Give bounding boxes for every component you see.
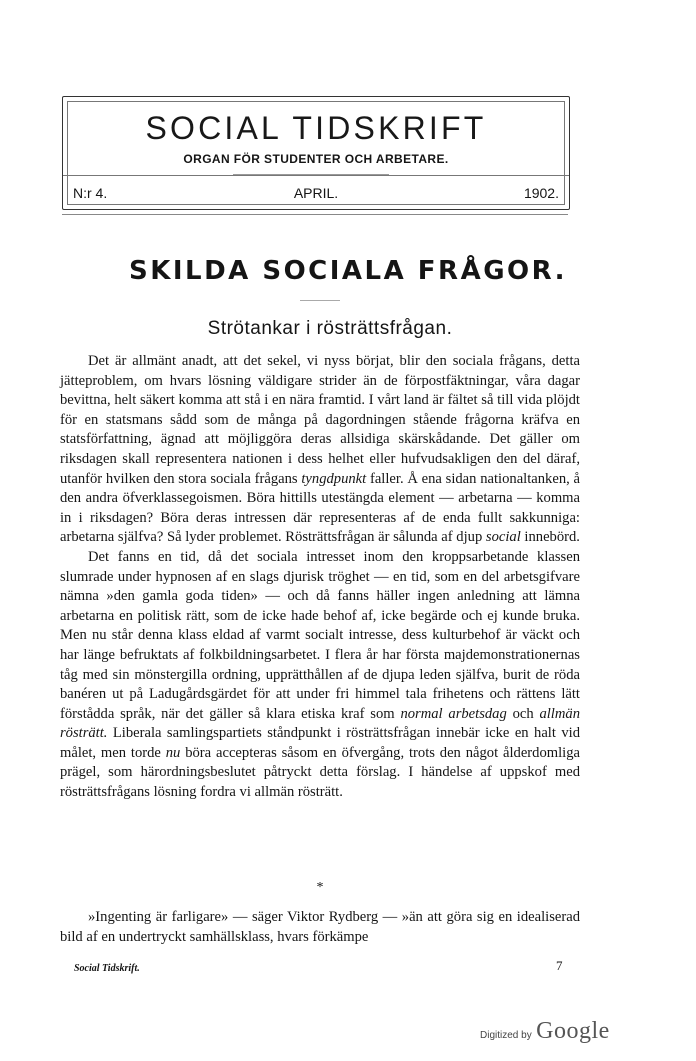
quote-paragraph: »Ingenting är farligare» — säger Viktor Rydberg — »än att göra sig en idealiserad bild af en undertryckt samhällsklass, hvars förkämpe (60, 909, 580, 945)
paragraph-1 (60, 352, 580, 548)
paragraph-1-text-b: faller. Å ena sidan nationaltanken, å den andra öfverklassegoismen. Böra hittills utestängda element — arbetarna — komma in i riksdagen? Böra deras intressen där representeras af de enda fullt sakkunniga: arbetarna själfva? Så lyder problemet. Rösträttsfrågan är sålunda af djup (60, 470, 580, 546)
quote-body (60, 908, 580, 947)
issue-number: N:r 4. (73, 185, 108, 201)
journal-title: SOCIAL TIDSKRIFT (145, 110, 487, 146)
emphasis-normal-arbetsdag: normal arbetsdag (400, 705, 507, 722)
emphasis-tyngdpunkt: tyngdpunkt (301, 470, 367, 487)
emphasis-allman-rostratt: allmän rösträtt. (60, 705, 580, 742)
paragraph-2-text-c: Liberala samlingspartiets ståndpunkt i rösträttsfrågan innebär icke en halt vid målet, men torde (60, 725, 580, 761)
article-title: Strötankar i rösträttsfrågan. (207, 318, 453, 339)
section-separator: * (316, 880, 324, 895)
masthead-bottom-rule (62, 214, 568, 215)
paragraph-2-text-a: Det fanns en tid, då det sociala intresset inom den kroppsarbetande klassen slumrade under hypnosen af en slags djurisk tröghet — en tid, som en del arbetsgifvare nämna »den gamla goda tiden» — och då fanns häller ingen anledning att lämna arbetarna en politisk rätt, som de icke hade behof af, icke begärde och ej kunde bruka. Men nu står denna klass eldad af varmt socialt intresse, dess kulturbehof är väckt och har länge befruktats af folkbildningsarbetet. I flera år har första majdemonstrationernas tåg med sin mönstergilla ordning, upprätthållen af de djupa leden själfva, burit de röda banéren ut på Ladugårdsgärdet för att under fri himmel tala frihetens och rättens lätt förstådda språk, när det gäller så klara etiska kraf som (60, 548, 580, 722)
paragraph-1-text-a: Det är allmänt anadt, att det sekel, vi nyss börjat, blir den sociala frågans, detta jätteproblem, om hvars lösning väldigare strider än de förpostfäktningar, våra dagar bevittna, helt säkert komma att stå i en nära framtid. I vårt land är fältet så till vida plöjdt för en statsmans sådd som de många på dagordningen stående frågorna kräfva en statsförfattning, ägnad att möjliggöra deras allsidiga skärskådande. Det gäller om riksdagen skall representera nationen i dess helhet eller hufvudsakligen den del däraf, utanför hvilken den stora sociala frågans (60, 353, 580, 487)
footer-journal-name: Social Tidskrift. (74, 963, 140, 974)
digitized-prefix: Digitized by (480, 1030, 532, 1041)
section-title: SKILDA SOCIALA FRÅGOR. (128, 256, 568, 286)
emphasis-social: social (485, 529, 521, 546)
masthead-box (62, 96, 570, 210)
digitized-brand: Google (536, 1018, 610, 1044)
paragraph-1-text-c: innebörd. (520, 529, 580, 546)
article-body (60, 352, 580, 803)
digitized-watermark (480, 1018, 610, 1045)
title-divider (300, 300, 340, 301)
page-number: 7 (556, 958, 563, 973)
issue-month: APRIL. (293, 185, 339, 201)
emphasis-nu: nu (165, 744, 181, 761)
masthead-divider (63, 175, 569, 176)
paragraph-2-text-d: böra accepteras såsom en öfvergång, trots den något ålderdomliga prägel, som härordningsbeslutet påtryckt detta förslag. I händelse af uppskof med rösträttsfrågans lösning fordra vi allmän rösträtt. (60, 744, 580, 801)
issue-year: 1902. (523, 185, 559, 201)
paragraph-2 (60, 548, 580, 803)
paragraph-2-text-b: och (506, 705, 540, 722)
journal-subtitle: ORGAN FÖR STUDENTER OCH ARBETARE. (183, 152, 449, 166)
